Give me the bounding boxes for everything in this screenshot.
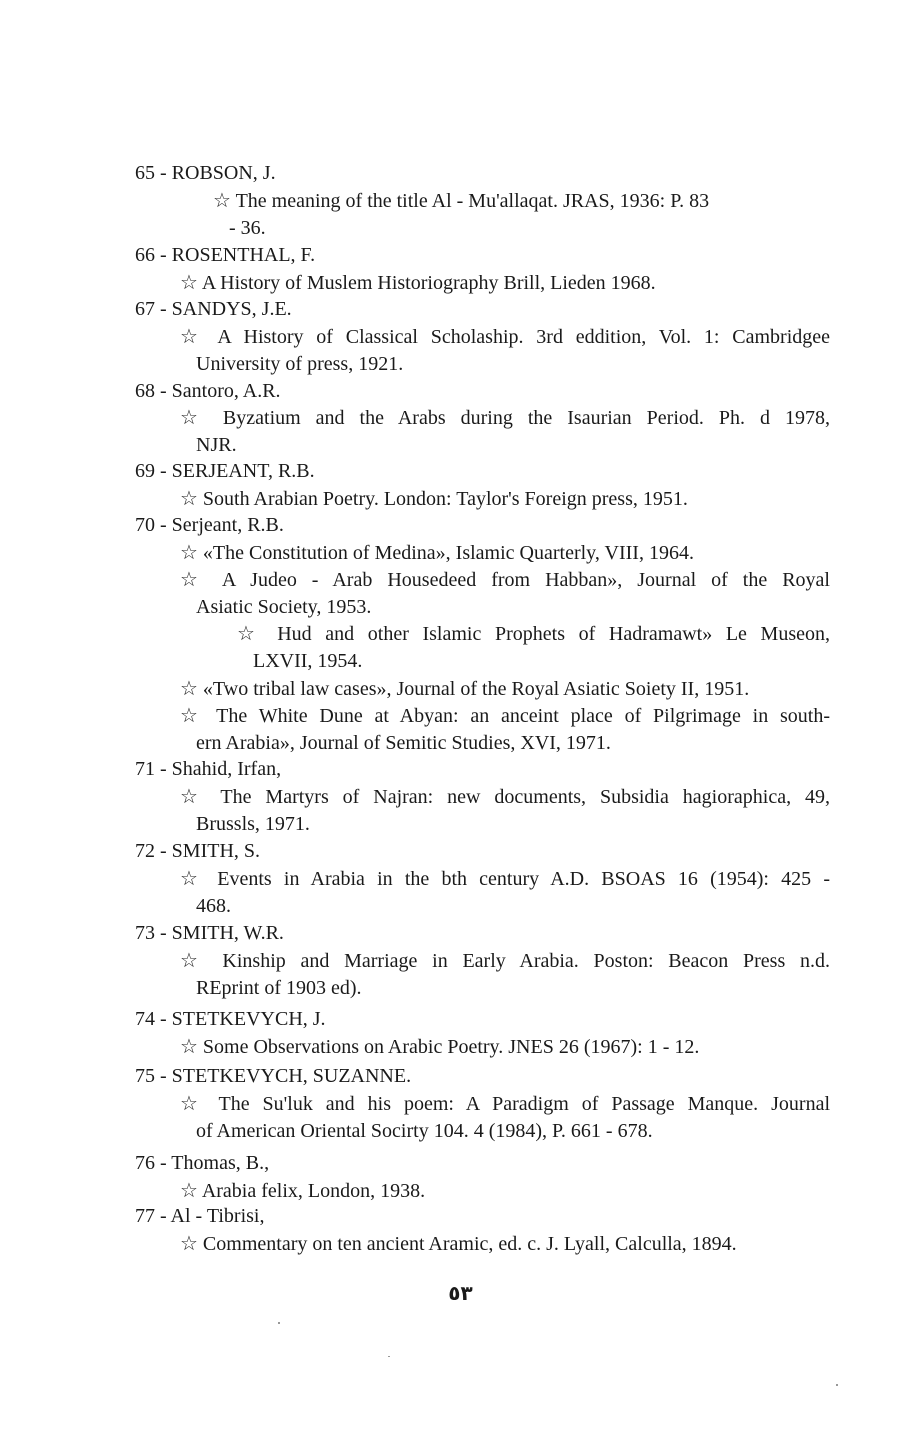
entry-citation-line: ☆ «The Constitution of Medina», Islamic Quarterly, VIII, 1964. — [180, 542, 694, 564]
entry-citation-line: Brussls, 1971. — [196, 813, 310, 835]
entry-heading: 71 - Shahid, Irfan, — [135, 758, 282, 780]
entry-citation-line: ☆ The Martyrs of Najran: new documents, Subsidia hagioraphica, 49, — [180, 786, 830, 808]
entry-citation-line: ☆ South Arabian Poetry. London: Taylor's Foreign press, 1951. — [180, 488, 688, 510]
entry-heading: 74 - STETKEVYCH, J. — [135, 1008, 326, 1030]
entry-heading: 72 - SMITH, S. — [135, 840, 261, 862]
entry-heading: 67 - SANDYS, J.E. — [135, 298, 292, 320]
entry-heading: 68 - Santoro, A.R. — [135, 380, 281, 402]
entry-heading: 65 - ROBSON, J. — [135, 162, 276, 184]
entry-citation-line: ☆ A History of Classical Scholaship. 3rd eddition, Vol. 1: Cambridgee — [180, 326, 830, 348]
page-number: ٥٣ — [448, 1281, 473, 1305]
entry-citation-line: of American Oriental Socirty 104. 4 (1984), P. 661 - 678. — [196, 1120, 653, 1142]
entry-citation-line: ☆ Byzatium and the Arabs during the Isaurian Period. Ph. d 1978, — [180, 407, 830, 429]
scan-speck — [388, 1356, 390, 1357]
entry-citation-line: ☆ Kinship and Marriage in Early Arabia. Poston: Beacon Press n.d. — [180, 950, 830, 972]
entry-heading: 73 - SMITH, W.R. — [135, 922, 284, 944]
entry-heading: 77 - Al - Tibrisi, — [135, 1205, 265, 1227]
entry-citation-line: ☆ Some Observations on Arabic Poetry. JNES 26 (1967): 1 - 12. — [180, 1036, 700, 1058]
entry-heading: 70 - Serjeant, R.B. — [135, 514, 284, 536]
entry-citation-line: REprint of 1903 ed). — [196, 977, 362, 999]
entry-citation-line: ☆ Arabia felix, London, 1938. — [180, 1180, 426, 1202]
entry-heading: 76 - Thomas, B., — [135, 1152, 270, 1174]
scan-speck — [278, 1322, 280, 1324]
entry-citation-line: ☆ A History of Muslem Historiography Brill, Lieden 1968. — [180, 272, 656, 294]
entry-citation-line: ☆ A Judeo - Arab Housedeed from Habban», Journal of the Royal — [180, 569, 830, 591]
entry-citation-line: - 36. — [229, 217, 266, 239]
entry-citation-line: ern Arabia», Journal of Semitic Studies, XVI, 1971. — [196, 732, 611, 754]
entry-heading: 69 - SERJEANT, R.B. — [135, 460, 315, 482]
entry-citation-line: NJR. — [196, 434, 237, 456]
entry-citation-line: Asiatic Society, 1953. — [196, 596, 372, 618]
entry-citation-line: ☆ The White Dune at Abyan: an anceint place of Pilgrimage in south- — [180, 705, 830, 727]
entry-citation-line: ☆ Commentary on ten ancient Aramic, ed. c. J. Lyall, Calculla, 1894. — [180, 1233, 737, 1255]
entry-heading: 75 - STETKEVYCH, SUZANNE. — [135, 1065, 412, 1087]
entry-citation-line: ☆ The Su'luk and his poem: A Paradigm of Passage Manque. Journal — [180, 1093, 830, 1115]
entry-citation-line: University of press, 1921. — [196, 353, 404, 375]
entry-citation-line: 468. — [196, 895, 231, 917]
entry-citation-line: LXVII, 1954. — [253, 650, 363, 672]
entry-citation-line: ☆ «Two tribal law cases», Journal of the Royal Asiatic Soiety II, 1951. — [180, 678, 750, 700]
entry-citation-line: ☆ The meaning of the title Al - Mu'allaqat. JRAS, 1936: P. 83 — [213, 190, 710, 212]
scan-speck — [836, 1384, 838, 1386]
entry-citation-line: ☆ Hud and other Islamic Prophets of Hadramawt» Le Museon, — [237, 623, 830, 645]
entry-heading: 66 - ROSENTHAL, F. — [135, 244, 316, 266]
entry-citation-line: ☆ Events in Arabia in the bth century A.D. BSOAS 16 (1954): 425 - — [180, 868, 830, 890]
